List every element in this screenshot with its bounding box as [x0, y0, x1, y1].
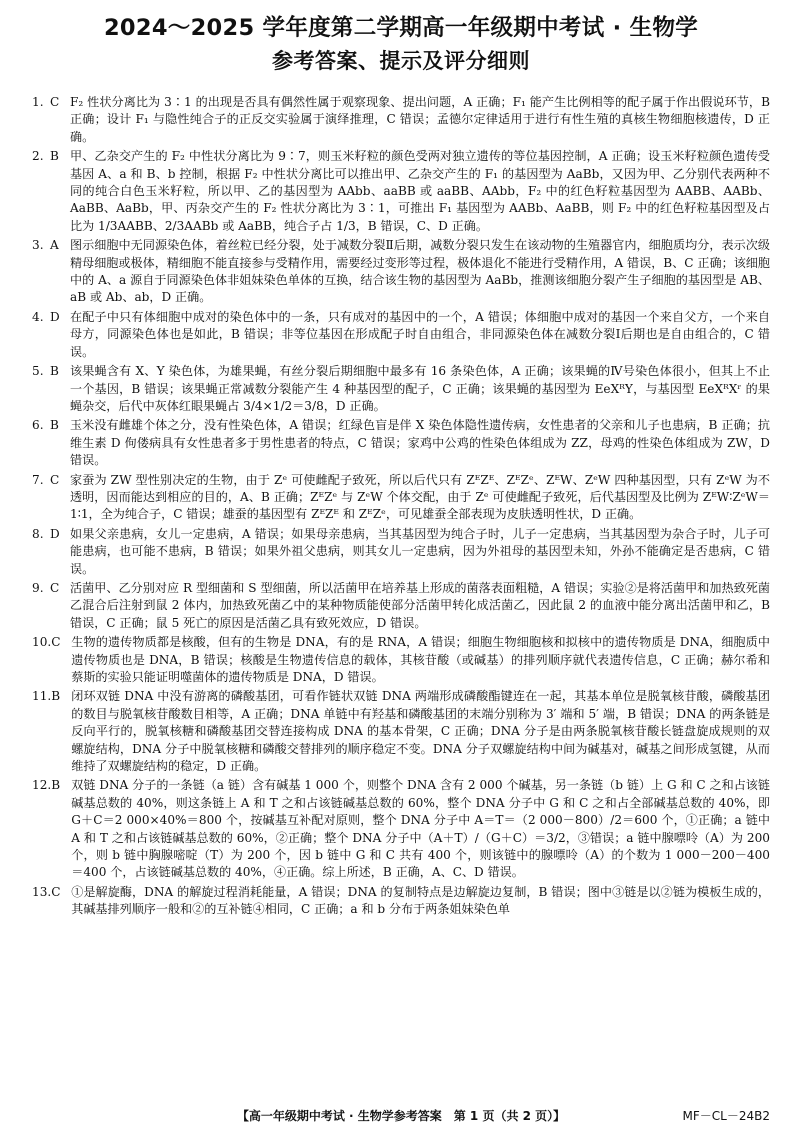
- answer-item: [32, 309, 770, 361]
- answer-item: [32, 237, 770, 307]
- answer-explanation: 双链 DNA 分子的一条链（a 链）含有碱基 1 000 个，则整个 DNA 含有 2 000 个碱基，另一条链（b 链）上 G 和 C 之和占该链碱基总数的 40%，则这条链上 A 和 T 之和占该链碱基总数的 60%，整个 DNA 分子中 G 和 C 之和占全部碱基总数的 40%，即 G＋C＝2 000×40%＝800 个，按碱基互补配对原则，整个 DNA 分子中 A＝T＝（2 000－800）/2＝600 个，①正确；a 链中 A 和 T 之和占该链碱基总数的 60%，②正确；整个 DNA 分子中（A＋T）/（G＋C）＝3/2，③错误；a 链中腺嘌呤（A）为 200 个，则 b 链中胸腺嘧啶（T）为 200 个，因 b 链中 G 和 C 共有 400 个，则该链中的腺嘌呤（A）的个数为 1 000－200－400＝400 个，占该链碱基总数的 40%，④正确。综上所述，B 正确，A、C、D 错误。: [71, 778, 770, 880]
- answer-number: 2.: [32, 149, 44, 164]
- answer-choice: D: [50, 526, 60, 541]
- answer-explanation: 玉米没有雌雄个体之分，没有性染色体，A 错误；红绿色盲是伴 X 染色体隐性遗传病，女性患者的父亲和儿子也患病，B 正确；抗维生素 D 佝偻病具有女性患者多于男性患者的特点，C 错误；家鸡中公鸡的性染色体组成为 ZZ，母鸡的性染色体组成为 ZW，D 错误。: [70, 418, 770, 468]
- answer-choice: B: [50, 364, 59, 379]
- answer-choice: C: [51, 635, 61, 650]
- answer-number: 12.: [32, 778, 52, 793]
- answer-choice: B: [51, 689, 61, 704]
- answer-choice: C: [50, 580, 60, 595]
- answer-number: 9.: [32, 580, 44, 595]
- answer-item: [32, 884, 770, 919]
- answer-choice: B: [51, 778, 61, 793]
- answer-number: 3.: [32, 238, 44, 253]
- page-subtitle: 参考答案、提示及评分细则: [272, 49, 530, 73]
- answer-item: [32, 634, 770, 686]
- answer-choice: C: [51, 884, 61, 899]
- answer-choice: D: [50, 309, 60, 324]
- answer-choice: C: [50, 95, 60, 109]
- answer-number: 10.: [32, 635, 52, 650]
- answer-number: 4.: [32, 309, 44, 324]
- answer-choice: C: [50, 472, 60, 487]
- answer-item: [32, 148, 770, 235]
- answer-explanation: 图示细胞中无同源染色体，着丝粒已经分裂，处于减数分裂Ⅱ后期，减数分裂只发生在该动物的生殖器官内，细胞质均分，表示次级精母细胞或极体，精细胞不能直接参与受精作用，需要经过变形等过程，极体退化不能进行受精作用，A 错误，B、C 正确；该细胞中的 A、a 源自于同源染色体非姐妹染色单体的互换，结合该生物的基因型为 AaBb，推测该细胞分裂产生子细胞的基因型是 AB、aB 或 Ab、ab，D 正确。: [70, 238, 770, 305]
- answer-number: 1.: [32, 95, 44, 109]
- answer-explanation: ①是解旋酶，DNA 的解旋过程消耗能量，A 错误；DNA 的复制特点是边解旋边复制，B 错误；图中③链是以②链为模板生成的，其碱基排列顺序一般和②的互补链④相同，C 正确；a 和 b 分布于两条姐妹染色单: [71, 884, 770, 917]
- answer-item: [32, 417, 770, 469]
- answer-item: [32, 363, 770, 415]
- answer-number: 7.: [32, 472, 44, 487]
- answer-explanation: 在配子中只有体细胞中成对的染色体中的一条，只有成对的基因中的一个，A 错误；体细胞中成对的基因一个来自父方，一个来自母方，同源染色体也是如此，B 错误；非等位基因在形成配子时自由组合，非同源染色体在减数分裂Ⅰ后期也是自由组合的，C 错误。: [70, 309, 770, 359]
- answer-choice: B: [50, 418, 59, 433]
- answer-explanation: 生物的遗传物质都是核酸，但有的生物是 DNA，有的是 RNA，A 错误；细胞生物细胞核和拟核中的遗传物质是 DNA，细胞质中遗传物质也是 DNA，B 错误；核酸是生物遗传信息的载体，其核苷酸（或碱基）的排列顺序就代表遗传信息，C 正确；赫尔希和蔡斯的实验只能证明噬菌体的遗传物质是 DNA，D 错误。: [71, 635, 770, 684]
- answer-item: [32, 580, 770, 632]
- answer-item: [32, 777, 770, 881]
- answer-choice: A: [50, 238, 59, 253]
- answer-explanation: 活菌甲、乙分别对应 R 型细菌和 S 型细菌，所以活菌甲在培养基上形成的菌落表面粗糙，A 错误；实验②是将活菌甲和加热致死菌乙混合后注射到鼠 2 体内，加热致死菌乙中的某种物质能使部分活菌甲转化成活菌乙，因此鼠 2 的血液中能分离出活菌甲和乙，B 错误，C 正确；鼠 5 死亡的原因是活菌乙具有致死效应，D 错误。: [70, 580, 770, 630]
- answer-number: 5.: [32, 364, 44, 379]
- answer-explanation: 闭环双链 DNA 中没有游离的磷酸基团，可看作链状双链 DNA 两端形成磷酸酯键连在一起，其基本单位是脱氧核苷酸，磷酸基团的数目与脱氧核苷酸数目相等，A 正确；DNA 单链中有羟基和磷酸基团的末端分别称为 3′ 端和 5′ 端，B 错误；DNA 的两条链是反向平行的，脱氧核糖和磷酸基团交替连接构成 DNA 的基本骨架，C 正确；DNA 分子是由两条脱氧核苷酸长链盘旋成规则的双螺旋结构，DNA 分子中脱氧核糖和磷酸交替排列的顺序稳定不变。DNA 分子双螺旋结构中间为碱基对，碱基之间形成氢键，从而维持了双螺旋结构的稳定，D 正确。: [71, 689, 770, 774]
- answer-item: [32, 688, 770, 775]
- answer-number: 13.: [32, 884, 52, 899]
- answer-number: 6.: [32, 418, 44, 433]
- page-title: 2024～2025 学年度第二学期高一年级期中考试 · 生物学: [103, 15, 699, 41]
- page-footer: [32, 1105, 770, 1127]
- answer-item: [32, 94, 770, 146]
- answer-explanation: 家蚕为 ZW 型性别决定的生物，由于 Zᵉ 可使雌配子致死，所以后代只有 ZᴱZᴱ、ZᴱZᵉ、ZᴱW、ZᵉW 四种基因型，只有 ZᵉW 为不透明，因而能达到相应的目的，A、B 正确；ZᴱZᵉ 与 ZᵉW 个体交配，由于 Zᵉ 可使雌配子致死，后代基因型及比例为 ZᴱW∶ZᵉW＝1∶1，全为纯合子，C 错误；雄蚕的基因型有 ZᴱZᴱ 和 ZᴱZᵉ，可见雄蚕全部表现为皮肤透明性状，D 正确。: [70, 472, 770, 522]
- footer-page-info: 【高一年级期中考试 · 生物学参考答案 第 1 页（共 2 页）】: [236, 1109, 566, 1123]
- answer-explanation: F₂ 性状分离比为 3∶1 的出现是否具有偶然性属于观察现象、提出问题，A 正确；F₁ 能产生比例相等的配子属于作出假说环节，B 正确；设计 F₁ 与隐性纯合子的正反交实验属于演绎推理，C 错误；孟德尔定律适用于进行有性生殖的真核生物细胞核遗传，D 正确。: [70, 95, 770, 144]
- answer-explanation: 甲、乙杂交产生的 F₂ 中性状分离比为 9∶7，则玉米籽粒的颜色受两对独立遗传的等位基因控制，A 正确；设玉米籽粒颜色遗传受基因 A、a 和 B、b 控制，根据 F₂ 中性状分离比可以推出甲、乙杂交产生的 F₁ 的基因型为 AaBb，又因为甲、乙分别代表两种不同的纯合白色玉米籽粒，所以甲、乙的基因型为 AAbb、aaBB 或 aaBB、AAbb，F₂ 中的红色籽粒基因型为 AABB、AABb、AaBB、AaBb，甲、丙杂交产生的 F₂ 性状分离比为 3∶1，可推出 F₁ 基因型为 AABb、AaBB，则 F₂ 中的红色籽粒基因型及占比为 1/3AABB、2/3AABb 或 AaBB，纯合子占 1/3，B 错误，C、D 正确。: [70, 149, 770, 233]
- answer-item: [32, 526, 770, 578]
- answer-number: 8.: [32, 526, 44, 541]
- answer-list: [32, 94, 770, 919]
- answer-item: [32, 472, 770, 524]
- answer-number: 11.: [32, 689, 52, 704]
- answer-choice: B: [50, 149, 59, 164]
- footer-doc-code: MF－CL－24B2: [682, 1109, 770, 1123]
- answer-explanation: 如果父亲患病，女儿一定患病，A 错误；如果母亲患病，当其基因型为纯合子时，儿子一定患病，当其基因型为杂合子时，儿子可能患病，也可能不患病，B 错误；如果外祖父患病，则其女儿一定患病，因为外祖母的基因型未知，外孙不能确定是否患病，C 错误。: [70, 526, 770, 576]
- answer-explanation: 该果蝇含有 X、Y 染色体，为雄果蝇，有丝分裂后期细胞中最多有 16 条染色体，A 正确；该果蝇的Ⅳ号染色体很小，但其上不止一个基因，B 错误；该果蝇正常减数分裂能产生 4 种基因型的配子，C 正确；该果蝇的基因型为 EeXᴿY，与基因型 EeXᴿXʳ 的果蝇杂交，后代中灰体红眼果蝇占 3/4×1/2＝3/8，D 正确。: [70, 364, 770, 413]
